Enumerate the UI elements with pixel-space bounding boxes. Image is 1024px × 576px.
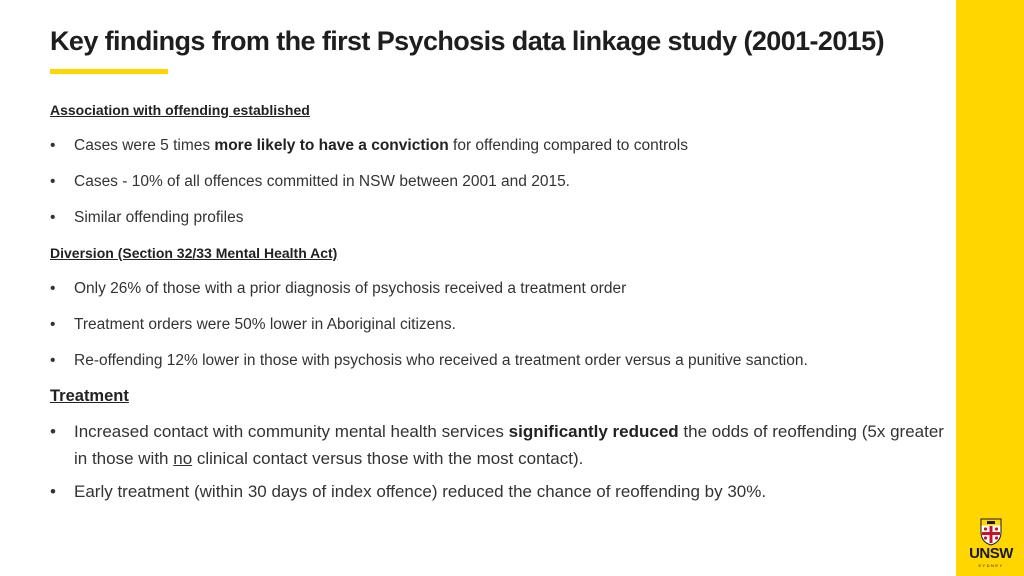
bullet-text: Cases were 5 times more likely to have a conviction for offending compared to controls: [74, 137, 688, 154]
bullet-item: [50, 348, 970, 374]
bullet-text: Re-offending 12% lower in those with psychosis who received a treatment order versus a punitive sanction.: [74, 352, 808, 369]
slide-title: Key findings from the first Psychosis data linkage study (2001-2015): [50, 26, 884, 56]
section-heading-treatment: Treatment: [50, 387, 129, 405]
bullet-text: Increased contact with community mental health services significantly reduced the odds of reoffending (5x greater in those with no clinical contact versus those with the most contact).: [74, 422, 944, 468]
bullet-text: Treatment orders were 50% lower in Aboriginal citizens.: [74, 316, 456, 333]
bullet-dot: •: [50, 280, 56, 297]
bullet-text: Early treatment (within 30 days of index offence) reduced the chance of reoffending by 30%.: [74, 482, 767, 501]
logo-subtitle: SYDNEY: [978, 563, 1004, 568]
section-heading-diversion: Diversion (Section 32/33 Mental Health Act): [50, 245, 338, 261]
bullet-dot: •: [50, 209, 56, 226]
bullet-item: [50, 205, 970, 231]
bullet-text: Cases - 10% of all offences committed in NSW between 2001 and 2015.: [74, 173, 570, 190]
bullet-item: [50, 478, 950, 505]
bullet-dot: •: [50, 137, 56, 154]
section-heading-offending: Association with offending established: [50, 102, 310, 118]
bullet-dot: •: [50, 422, 56, 441]
bullet-dot: •: [50, 482, 56, 501]
emphasis-text: significantly reduced: [508, 422, 679, 441]
bullet-item: [50, 169, 970, 195]
bullet-item: [50, 312, 970, 338]
underlined-text: no: [173, 449, 193, 468]
emphasis-text: more likely to have a conviction: [214, 137, 449, 154]
bullet-dot: •: [50, 316, 56, 333]
unsw-logo: [966, 518, 1016, 572]
bullet-item: [50, 276, 970, 302]
bullet-dot: •: [50, 352, 56, 369]
bullet-dot: •: [50, 173, 56, 190]
title-accent-underline: [50, 69, 168, 74]
university-crest-icon: [966, 518, 1016, 546]
bullet-text: Only 26% of those with a prior diagnosis of psychosis received a treatment order: [74, 280, 627, 297]
logo-wordmark: UNSW: [969, 545, 1013, 562]
bullet-text: Similar offending profiles: [74, 209, 244, 226]
bullet-item: [50, 133, 970, 159]
bullet-item: [50, 418, 950, 472]
